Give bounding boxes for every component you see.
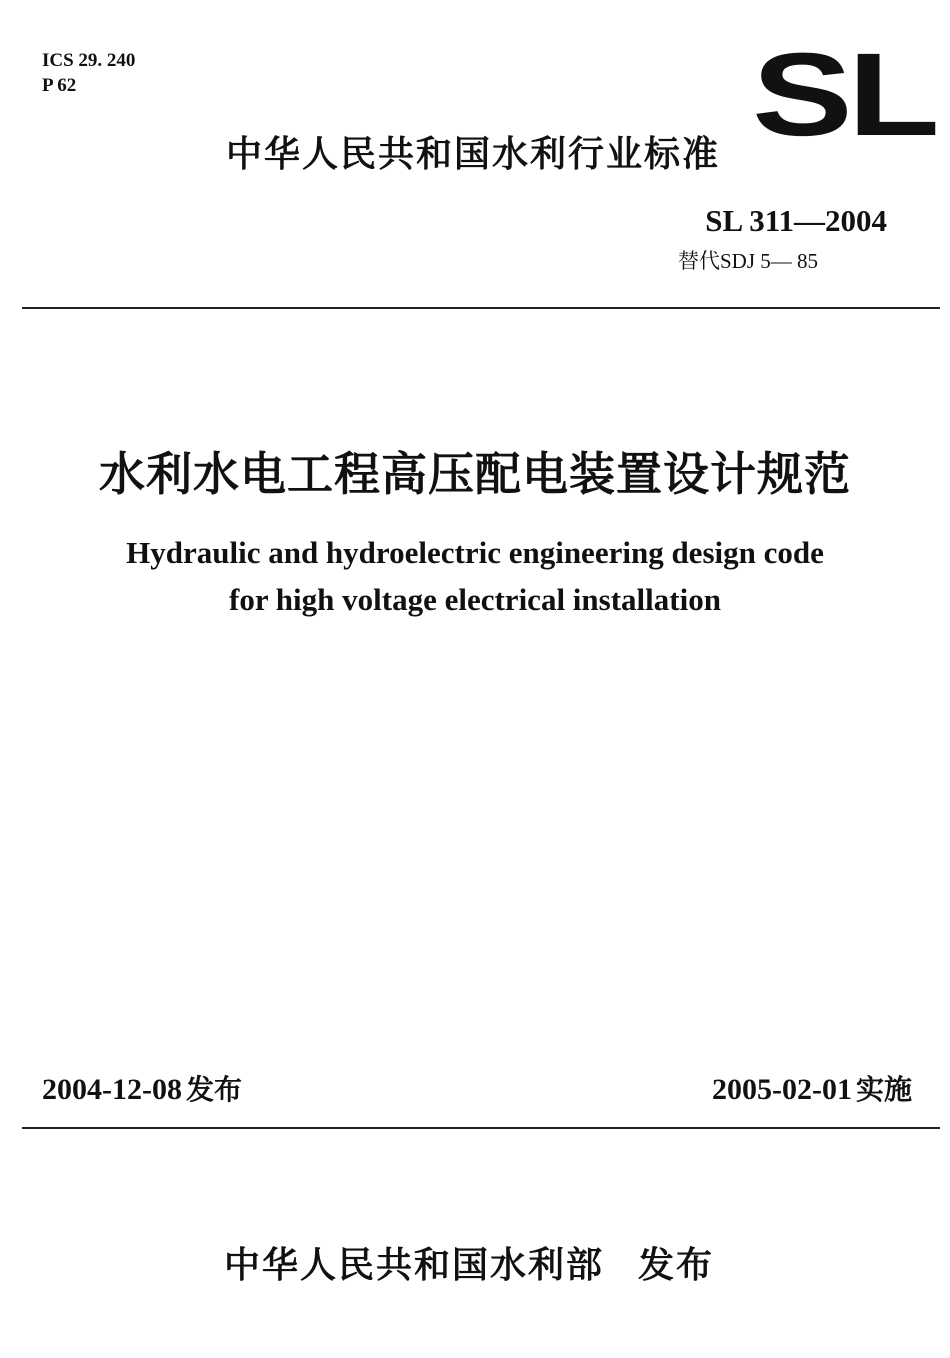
- issue-date-label: 发布: [185, 1073, 242, 1106]
- title-english-line-2: for high voltage electrical installation: [229, 582, 721, 617]
- implementation-date-label: 实施: [855, 1073, 912, 1106]
- ccs-code: P 62: [42, 75, 77, 96]
- sl-logo: SL: [752, 29, 935, 161]
- issuer-action: 发布: [638, 1245, 715, 1286]
- issuer-name: 中华人民共和国水利部: [224, 1245, 605, 1286]
- issue-date-value: 2004-12-08: [42, 1073, 182, 1106]
- standard-number: SL 311—2004: [705, 203, 887, 238]
- implementation-date: [712, 1070, 912, 1110]
- issuer: [224, 1244, 714, 1288]
- bottom-divider: [22, 1127, 940, 1129]
- implementation-date-value: 2005-02-01: [712, 1073, 852, 1106]
- title-english-line-1: Hydraulic and hydroelectric engineering design code: [126, 535, 824, 570]
- issue-date: [42, 1070, 242, 1110]
- industry-standard-heading: 中华人民共和国水利行业标准: [226, 134, 721, 175]
- replaces-standard: 替代SDJ 5— 85: [678, 249, 819, 273]
- ics-code: ICS 29. 240: [42, 50, 136, 71]
- title-chinese: 水利水电工程高压配电装置设计规范: [99, 447, 851, 501]
- top-divider: [22, 307, 940, 309]
